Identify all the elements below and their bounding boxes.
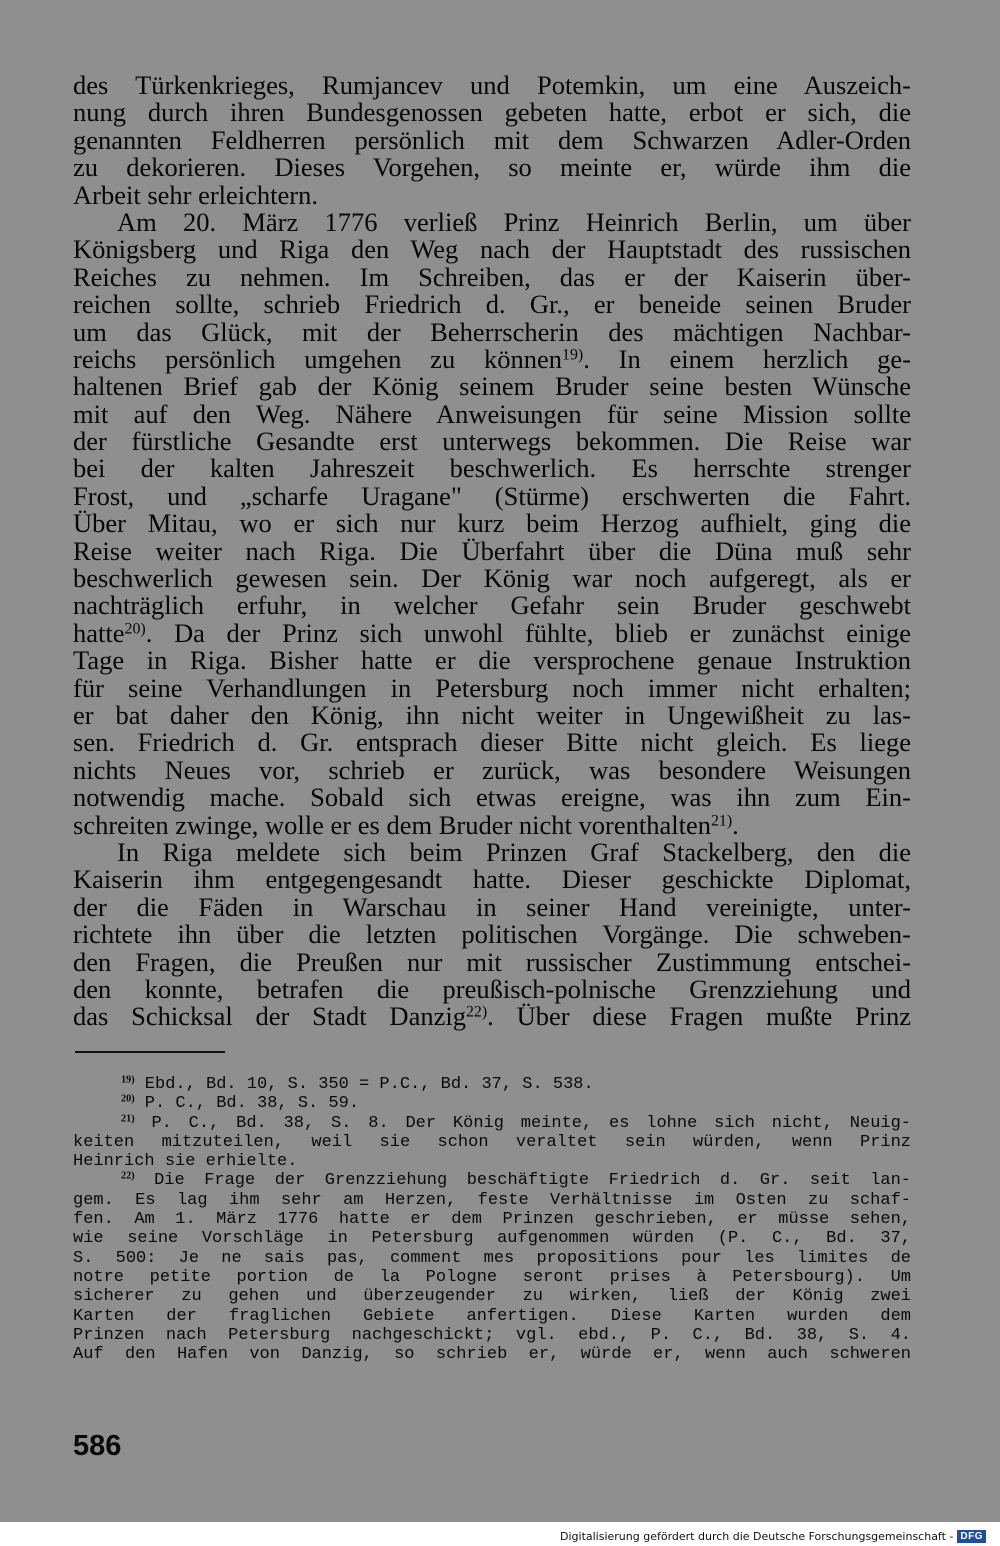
line-text-continued: . In einem herzlich ge- (583, 343, 912, 374)
footnote-line (73, 1287, 911, 1306)
footnote-reference: 22) (465, 1003, 488, 1021)
line-text: des Türkenkrieges, Rumjancev und Potemkin, um eine Auszeich- (73, 70, 911, 100)
text-line (73, 836, 911, 867)
text-line (73, 72, 911, 99)
line-text: Über Mitau, wo er sich nur kurz beim Herzog aufhielt, ging die (73, 508, 911, 539)
line-text: In Riga meldete sich beim Prinzen Graf Stackelberg, den die (117, 836, 911, 867)
line-text: Ebd., Bd. 10, S. 350 = P.C., Bd. 37, S. 538. (144, 1075, 594, 1094)
text-line (73, 672, 911, 703)
footnote-separator (75, 1051, 225, 1053)
line-text: P. C., Bd. 38, S. 8. Der König meinte, es lohne sich nicht, Neuig- (151, 1113, 912, 1133)
line-text-continued: . (732, 809, 739, 840)
footnote-number: 22) (121, 1170, 135, 1182)
footnote-line (73, 1094, 911, 1113)
text-line (73, 480, 911, 511)
line-text: Tage in Riga. Bisher hatte er die versprochene genaue Instruktion (73, 645, 911, 676)
footnote-line (73, 1114, 911, 1133)
line-text: fen. Am 1. März 1776 hatte er dem Prinzen geschrieben, er müsse sehen, (73, 1210, 911, 1230)
dfg-logo: DFG (957, 1530, 986, 1543)
line-text: Heinrich sie erhielte. (73, 1152, 298, 1172)
footnote-reference: 20) (124, 620, 146, 638)
line-text: Die Frage der Grenzziehung beschäftigte Friedrich d. Gr. seit lan- (154, 1171, 912, 1191)
line-text: S. 500: Je ne sais pas, comment mes propositions pour les limites de (73, 1248, 911, 1268)
funding-footer (560, 1528, 986, 1544)
text-line (73, 99, 911, 126)
footnote-line (73, 1307, 911, 1326)
line-text: nung durch ihren Bundesgenossen gebeten hatte, erbot er sich, die (73, 97, 911, 128)
text-line (73, 154, 911, 181)
text-line (73, 946, 911, 977)
text-line (73, 921, 911, 948)
text-line (73, 1003, 911, 1030)
footnote-line (73, 1268, 911, 1287)
line-text: reichen sollte, schrieb Friedrich d. Gr., er beneide seinen Bruder (73, 289, 911, 320)
text-line (73, 647, 911, 674)
line-text: richtete ihn über die letzten politischen Vorgänge. Die schweben- (73, 919, 911, 950)
footnote-number: 21) (121, 1112, 135, 1124)
line-text: bei der kalten Jahreszeit beschwerlich. Es herrschte strenger (73, 453, 911, 484)
text-line (73, 535, 911, 566)
line-text-continued: . Über diese Fragen mußte Prinz (487, 1001, 911, 1032)
footnote-reference: 21) (710, 811, 733, 829)
line-text: schreiten zwinge, wolle er es dem Bruder nicht vorenthalten (73, 809, 711, 840)
line-text-continued: . Da der Prinz sich unwohl fühlte, blieb er zunächst einige (145, 617, 911, 648)
text-line (73, 891, 911, 922)
text-line (73, 373, 911, 400)
line-text: den konnte, betrafen die preußisch-polnische Grenzziehung und (73, 973, 911, 1004)
text-line (73, 343, 912, 374)
footnote-line (73, 1210, 911, 1229)
footnotes-block (73, 1075, 911, 1364)
text-line (73, 316, 911, 347)
footnote-line (73, 1229, 911, 1248)
text-line (73, 699, 911, 730)
text-line (73, 428, 911, 455)
line-text: reichs persönlich umgehen zu können (73, 343, 563, 374)
footnote-line (73, 1152, 911, 1171)
text-line (73, 236, 911, 263)
line-text: Auf den Hafen von Danzig, so schrieb er, würde er, wenn auch schweren (73, 1345, 911, 1365)
line-text: Frost, und „scharfe Uragane" (Stürme) erschwerten die Fahrt. (73, 480, 911, 511)
footnote-line (73, 1133, 911, 1152)
text-line (73, 510, 911, 537)
footnote-line (73, 1075, 911, 1094)
line-text: sicherer zu gehen und überzeugender zu wirken, ließ der König zwei (73, 1287, 911, 1307)
line-text: Königsberg und Riga den Weg nach der Hauptstadt des russischen (73, 234, 911, 265)
line-text: wie seine Vorschläge in Petersburg aufgenommen würden (P. C., Bd. 37, (73, 1229, 911, 1249)
line-text: sen. Friedrich d. Gr. entsprach dieser Bitte nicht gleich. Es liege (73, 727, 911, 758)
line-text: um das Glück, mit der Beherrscherin des mächtigen Nachbar- (73, 316, 911, 347)
text-line (73, 179, 911, 210)
line-text: Prinzen nach Petersburg nachgeschickt; vgl. ebd., P. C., Bd. 38, S. 4. (73, 1325, 911, 1345)
footnote-line (73, 1249, 911, 1268)
text-line (73, 261, 911, 292)
line-text: hatte (73, 617, 125, 648)
line-text: notre petite portion de la Pologne seront prises à Petersbourg). Um (73, 1267, 911, 1287)
text-line (73, 291, 911, 318)
footer-credit-text: Digitalisierung gefördert durch die Deutsche Forschungsgemeinschaft - (560, 1529, 954, 1543)
main-text-body (73, 72, 911, 1031)
footnote-number: 19) (121, 1074, 135, 1086)
text-line (73, 592, 911, 619)
text-line (73, 124, 911, 155)
line-text: Karten der fraglichen Gebiete anfertigen. Diese Karten wurden dem (73, 1306, 911, 1326)
line-text: genannten Feldherren persönlich mit dem Schwarzen Adler-Orden (73, 124, 911, 155)
line-text: er bat daher den König, ihn nicht weiter in Ungewißheit zu las- (73, 699, 911, 730)
page-number: 586 (73, 1430, 122, 1462)
footnote-line (73, 1326, 911, 1345)
footnote-reference: 19) (562, 346, 584, 364)
line-text: notwendig mache. Sobald sich etwas ereigne, was ihn zum Ein- (73, 782, 911, 813)
text-line (73, 784, 911, 811)
line-text: Arbeit sehr erleichtern. (73, 179, 319, 210)
line-text: zu dekorieren. Dieses Vorgehen, so meinte er, würde ihm die (73, 152, 911, 183)
line-text: beschwerlich gewesen sein. Der König war noch aufgeregt, als er (73, 563, 911, 594)
text-line (73, 973, 911, 1004)
text-line (73, 809, 911, 840)
text-line (73, 866, 911, 893)
line-text: der die Fäden in Warschau in seiner Hand vereinigte, unter- (73, 891, 911, 922)
text-line (73, 398, 911, 429)
line-text: Reise weiter nach Riga. Die Überfahrt über die Düna muß sehr (73, 535, 911, 566)
footnote-line (73, 1171, 911, 1190)
line-text: gem. Es lag ihm sehr am Herzen, feste Verhältnisse im Osten zu schaf- (73, 1190, 911, 1210)
text-line (73, 729, 911, 756)
line-text: keiten mitzuteilen, weil sie schon veraltet sein würden, wenn Prinz (73, 1132, 911, 1152)
line-text: für seine Verhandlungen in Petersburg noch immer nicht erhalten; (73, 672, 911, 703)
line-text: Kaiserin ihm entgegengesandt hatte. Dieser geschickte Diplomat, (73, 864, 911, 895)
footnote-line (73, 1345, 911, 1364)
line-text: haltenen Brief gab der König seinem Bruder seine besten Wünsche (73, 371, 911, 402)
line-text: Am 20. März 1776 verließ Prinz Heinrich Berlin, um über (117, 206, 911, 237)
line-text: nachträglich erfuhr, in welcher Gefahr sein Bruder geschwebt (73, 590, 911, 621)
line-text: mit auf den Weg. Nähere Anweisungen für seine Mission sollte (73, 398, 911, 429)
footnote-number: 20) (121, 1093, 135, 1105)
line-text: den Fragen, die Preußen nur mit russischer Zustimmung entschei- (73, 946, 911, 977)
text-line (73, 617, 911, 648)
footnote-line (73, 1191, 911, 1210)
text-line (73, 455, 911, 482)
line-text: nichts Neues vor, schrieb er zurück, was besondere Weisungen (73, 754, 911, 785)
line-text: das Schicksal der Stadt Danzig (73, 1001, 466, 1032)
text-line (73, 206, 911, 237)
text-line (73, 565, 911, 592)
line-text: der fürstliche Gesandte erst unterwegs bekommen. Die Reise war (73, 426, 911, 457)
line-text: Reiches zu nehmen. Im Schreiben, das er der Kaiserin über- (73, 261, 911, 292)
text-line (73, 754, 911, 785)
line-text: P. C., Bd. 38, S. 59. (144, 1094, 360, 1114)
